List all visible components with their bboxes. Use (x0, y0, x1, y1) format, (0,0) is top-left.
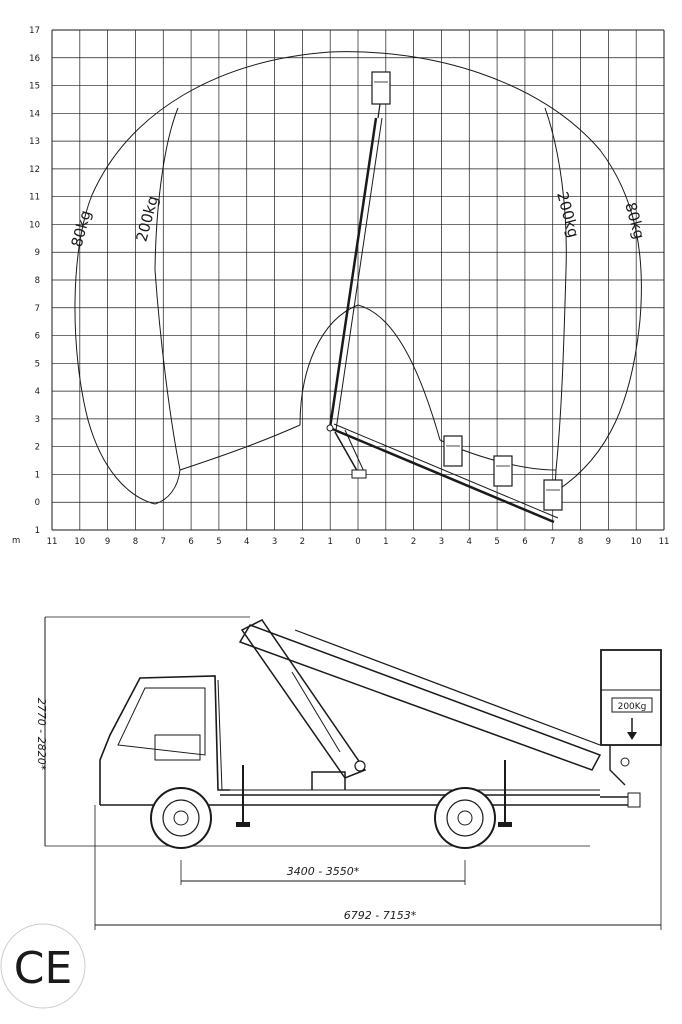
working-envelope-chart (12, 26, 669, 547)
cab-window (118, 688, 205, 755)
x-axis-tick-label: 9 (104, 537, 111, 547)
x-axis-tick-label: 6 (522, 537, 528, 547)
x-axis-tick-label: 2 (299, 537, 306, 547)
x-axis-tick-label: 11 (658, 537, 670, 547)
length-dimension-label: 6792 - 7153* (343, 909, 417, 922)
y-axis-tick-label: 12 (29, 164, 40, 175)
y-axis-tick-label: 5 (34, 359, 40, 370)
y-axis-ticks (29, 26, 40, 536)
load-label-inner-left: 200kg (132, 193, 162, 244)
x-axis-ticks (47, 537, 670, 547)
upper-boom (240, 625, 600, 770)
envelope-200kg-curve (155, 108, 180, 504)
envelope-200kg-right-curve (545, 108, 566, 500)
basket-position-1 (444, 436, 462, 466)
basket-position-2 (494, 456, 512, 486)
height-dimension-label: 2770 - 2820* (35, 697, 48, 771)
y-axis-tick-label: 0 (34, 498, 40, 509)
x-axis-tick-label: 3 (438, 537, 445, 547)
boom-vertical-position (330, 72, 390, 430)
x-axis-tick-label: 2 (410, 537, 417, 547)
wheelbase-dimension (181, 860, 465, 885)
y-axis-tick-label: 16 (29, 53, 40, 64)
y-axis-tick-label: 7 (34, 303, 40, 314)
y-axis-tick-label: 4 (34, 387, 40, 398)
y-axis-tick-label: 9 (34, 248, 40, 259)
y-axis-tick-label: 10 (29, 220, 40, 231)
y-axis-tick-label: 14 (29, 109, 40, 120)
axis-unit-label: m (12, 536, 21, 546)
y-axis-tick-label: 8 (34, 276, 40, 286)
x-axis-tick-label: 8 (132, 537, 139, 547)
basket (601, 650, 661, 785)
basket-position-3 (544, 480, 562, 510)
truck-cab (100, 676, 230, 805)
x-axis-tick-label: 11 (46, 537, 58, 547)
load-label-outer-left: 80kg (67, 208, 95, 250)
x-axis-tick-label: 5 (216, 537, 222, 547)
ce-mark-label: CE (13, 943, 73, 994)
x-axis-tick-label: 9 (605, 537, 612, 547)
y-axis-tick-label: 6 (34, 331, 40, 342)
basket-top (372, 72, 390, 104)
x-axis-tick-label: 5 (494, 537, 500, 547)
load-label-outer-right: 80kg (621, 200, 649, 242)
x-axis-tick-label: 6 (188, 537, 194, 547)
boom-horizontal-position (327, 424, 562, 522)
y-axis-tick-label: 1 (34, 526, 40, 536)
x-axis-tick-label: 8 (577, 537, 584, 547)
x-axis-tick-label: 4 (466, 537, 472, 547)
y-axis-tick-label: 1 (34, 470, 40, 481)
y-axis-tick-label: 13 (29, 137, 40, 148)
y-axis-tick-label: 11 (29, 192, 40, 203)
x-axis-tick-label: 10 (74, 537, 86, 547)
x-axis-tick-label: 3 (271, 537, 278, 547)
x-axis-tick-label: 0 (355, 537, 361, 547)
wheelbase-dimension-label: 3400 - 3550* (286, 865, 360, 878)
envelope-lower-left (180, 425, 300, 470)
x-axis-tick-label: 10 (630, 537, 642, 547)
y-axis-tick-label: 15 (29, 81, 40, 92)
basket-load-label: 200Kg (617, 702, 647, 712)
y-axis-tick-label: 3 (34, 414, 40, 425)
y-axis-tick-label: 17 (29, 26, 40, 36)
ce-mark (1, 924, 85, 1008)
y-axis-tick-label: 2 (34, 442, 40, 453)
x-axis-tick-label: 1 (327, 537, 333, 547)
x-axis-tick-label: 4 (244, 537, 250, 547)
x-axis-tick-label: 1 (383, 537, 389, 547)
lower-boom (242, 620, 365, 778)
front-wheel (151, 788, 211, 848)
envelope-inner-dome (300, 305, 440, 440)
load-label-inner-right: 200kg (553, 189, 583, 240)
truck-side-view (35, 617, 661, 930)
x-axis-tick-label: 7 (160, 537, 166, 547)
rear-wheel (435, 788, 495, 848)
x-axis-tick-label: 7 (550, 537, 556, 547)
